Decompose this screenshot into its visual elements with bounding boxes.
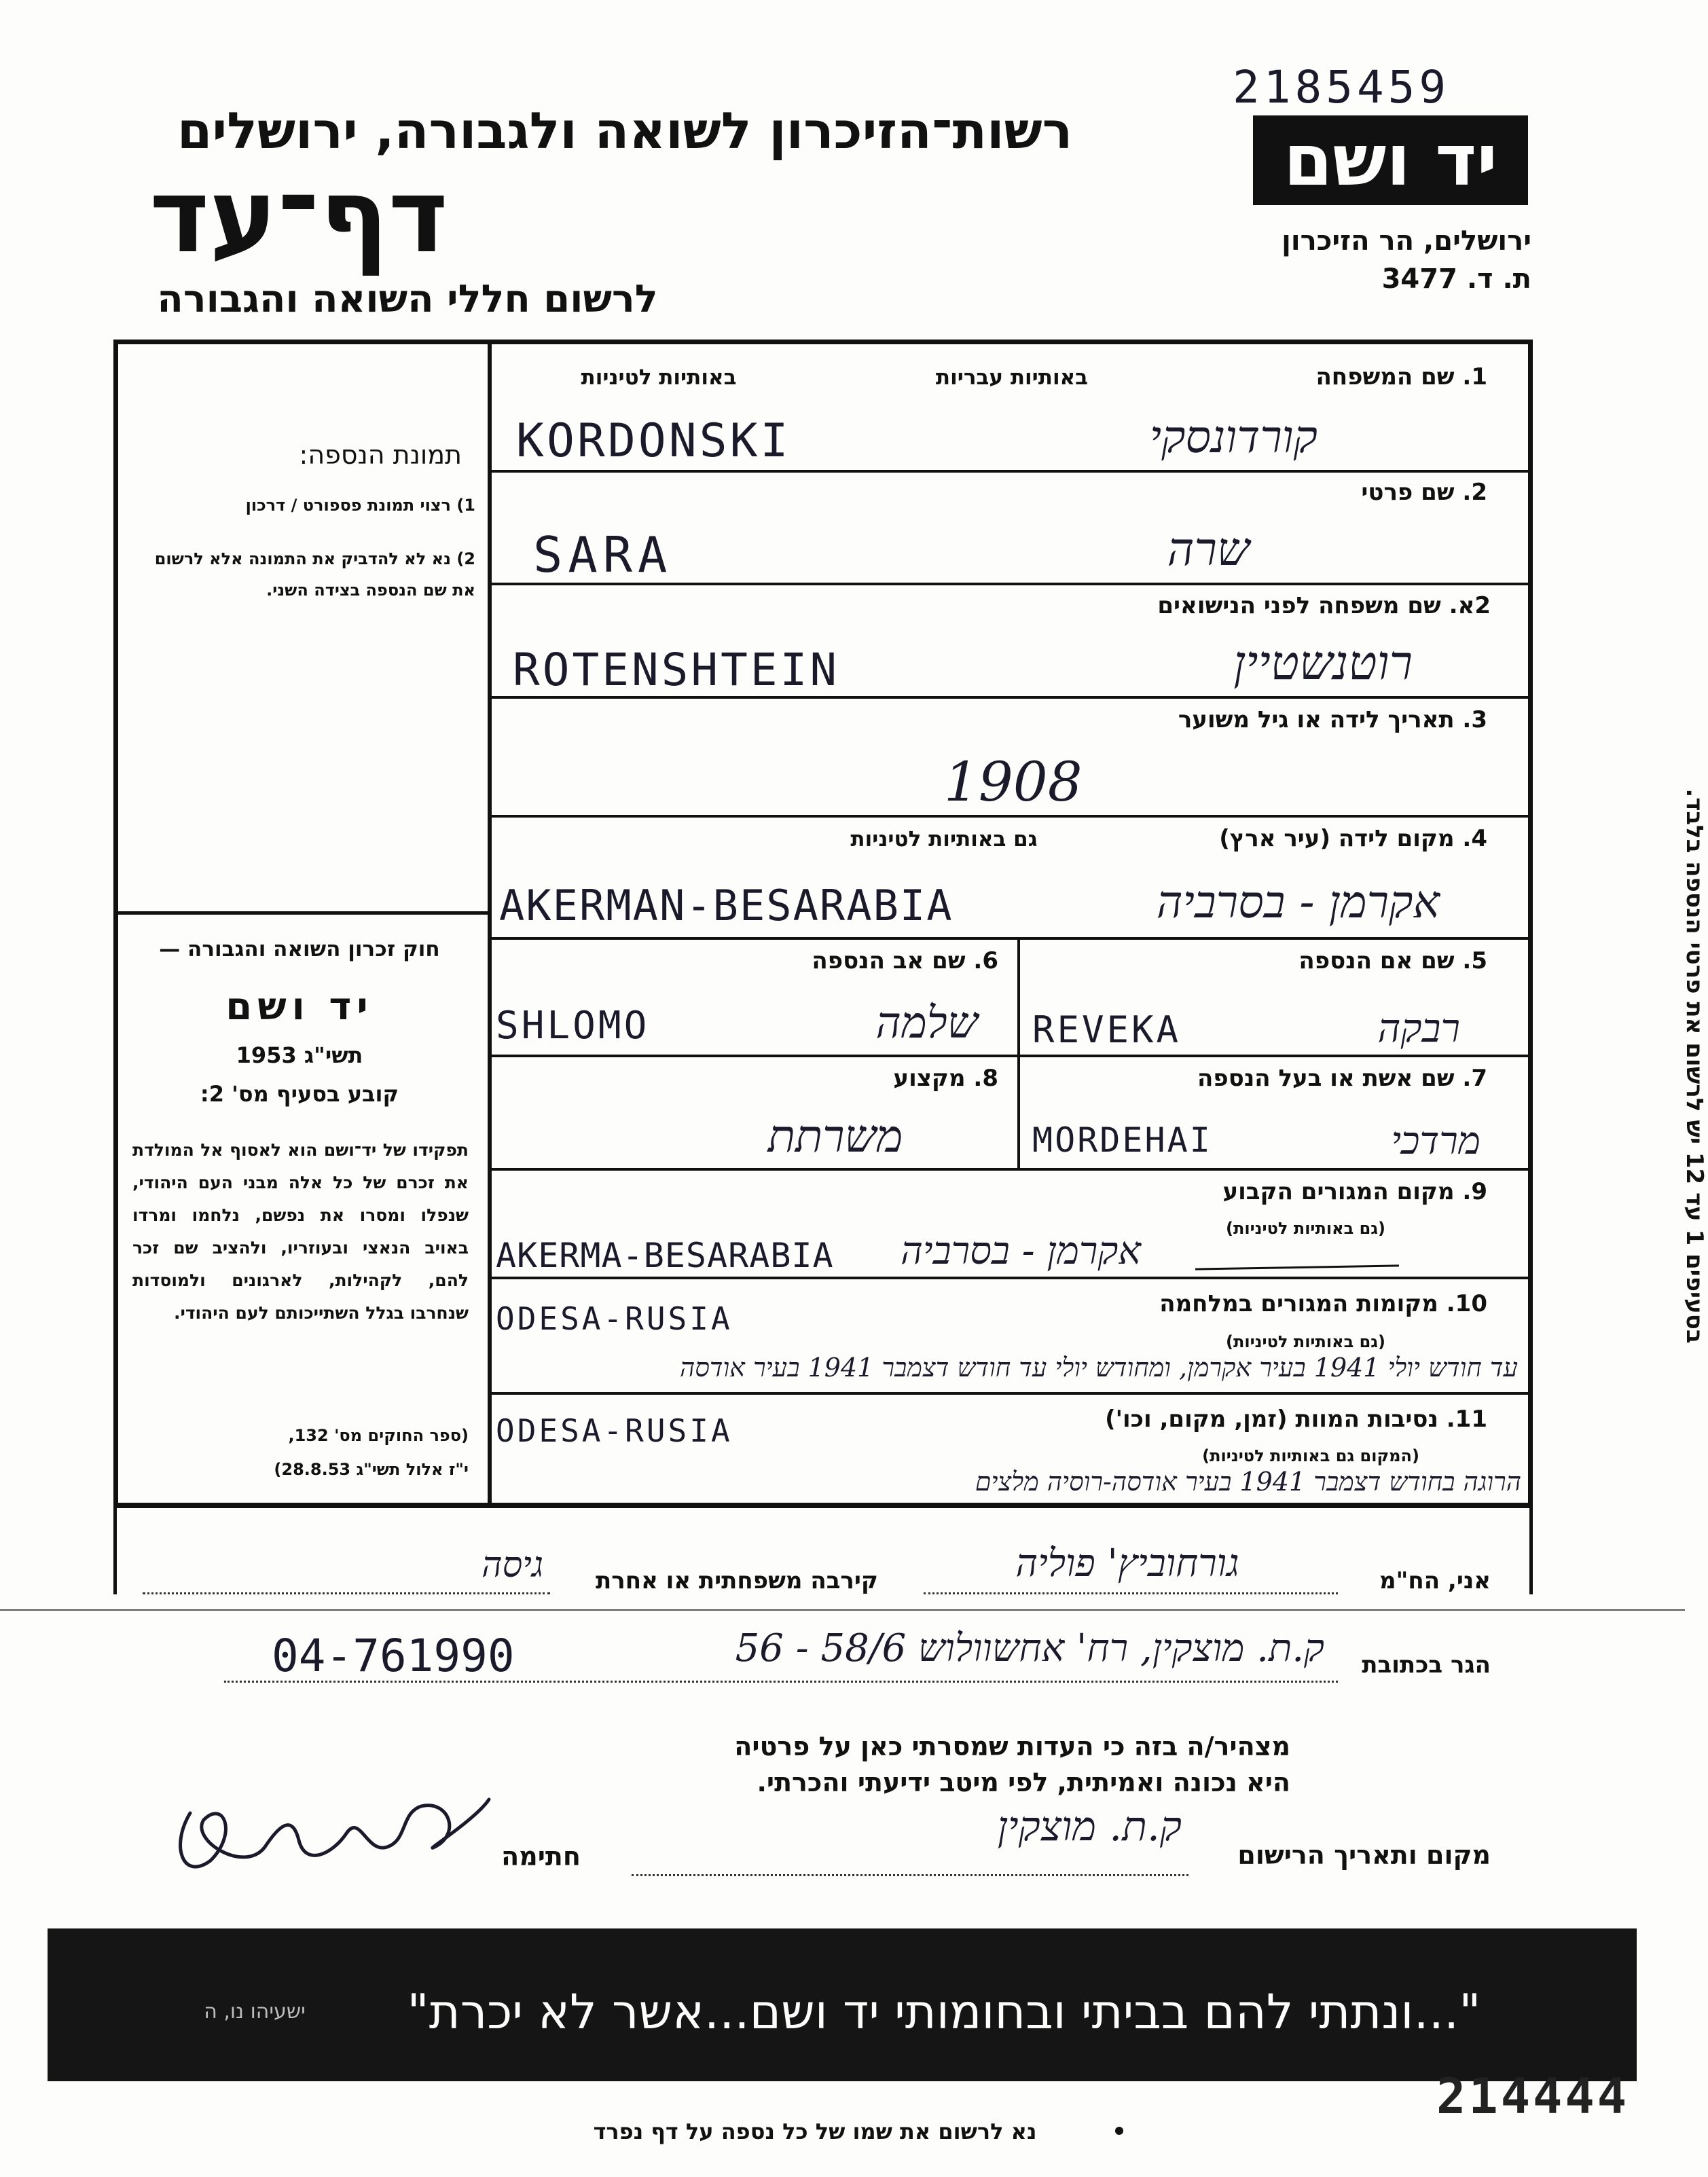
form-number: 2185459 <box>1233 61 1451 113</box>
field-10-label: 10. מקומות המגורים במלחמה <box>1159 1290 1487 1317</box>
field-8-label: 8. מקצוע <box>893 1065 998 1092</box>
place-date-label: מקום ותאריך הרישום <box>1237 1840 1491 1870</box>
field-5-latin-value[interactable]: REVEKA <box>1032 1008 1182 1051</box>
field-11-sublabel: (המקום גם באותיות לטיניות) <box>1202 1446 1419 1465</box>
declaration-line-2: היא נכונה ואמיתית, לפי מיטב ידיעתי והכרתי. <box>757 1768 1290 1797</box>
column-hebrew-header: באותיות עבריות <box>935 365 1089 390</box>
field-2a-latin-value[interactable]: ROTENSHTEIN <box>513 644 840 696</box>
field-7-hebrew-value[interactable]: מרדכי <box>1391 1119 1480 1163</box>
page-fold-line <box>0 1609 1685 1611</box>
place-date-line <box>632 1874 1188 1876</box>
place-date-value[interactable]: ק.ת. מוצקין <box>997 1803 1182 1850</box>
witness-address-line <box>224 1681 1338 1683</box>
photo-note-1: 1) רצוי תמונת פספורט / דרכון <box>245 496 475 515</box>
footer-bullet <box>1115 2127 1123 2135</box>
form-subtitle: לרשום חללי השואה והגבורה <box>157 277 658 321</box>
witness-relation-line <box>143 1592 550 1594</box>
address-line-2: ת. ד. 3477 <box>1381 263 1531 295</box>
field-2-hebrew-value[interactable]: שרה <box>1167 523 1250 577</box>
witness-box-right <box>1529 1506 1533 1594</box>
law-name: יד ושם <box>225 985 374 1029</box>
banner-source: ישעיהו נו, ה <box>204 2000 306 2024</box>
witness-address-value[interactable]: ק.ת. מוצקין, רח' אחשוולוש 58/6 - 56 <box>735 1626 1324 1670</box>
field-9-sublabel: (גם באותיות לטיניות) <box>1226 1219 1385 1238</box>
field-2a-label: 2א. שם משפחה לפני הנישואים <box>1157 592 1491 619</box>
photo-box-title: תמונת הנספה: <box>299 440 462 470</box>
field-10-sublabel: (גם באותיות לטיניות) <box>1226 1332 1385 1351</box>
field-2a-hebrew-value[interactable]: רוטנשטיין <box>1233 635 1413 691</box>
field-4-sublabel: גם באותיות לטיניות <box>850 827 1038 852</box>
witness-phone[interactable]: 04-761990 <box>272 1630 515 1682</box>
field-1-latin-value[interactable]: KORDONSKI <box>516 414 791 468</box>
field-7-latin-value[interactable]: MORDEHAI <box>1032 1120 1212 1160</box>
row-line-1 <box>489 470 1533 473</box>
address-line-1: ירושלים, הר הזיכרון <box>1282 225 1531 257</box>
signature-label: חתימה <box>501 1842 581 1871</box>
field-7-label: 7. שם אשת או בעל הנספה <box>1197 1065 1487 1092</box>
field-10-hebrew-value[interactable]: עד חודש יולי 1941 בעיר אקרמן, ומחודש יולי עד חודש דצמבר 1941 בעיר אודסה <box>679 1353 1518 1383</box>
field-2-latin-value[interactable]: SARA <box>533 526 673 583</box>
fields-bottom-line <box>113 1504 1533 1508</box>
row-line-9 <box>489 1277 1533 1279</box>
field-9-latin-value[interactable]: AKERMA-BESARABIA <box>496 1236 834 1275</box>
witness-relation-value[interactable]: גיסה <box>481 1545 543 1586</box>
field-6-latin-value[interactable]: SHLOMO <box>496 1004 650 1048</box>
field-11-hebrew-value[interactable]: הרוגה בחודש דצמבר 1941 בעיר אודסה-רוסיה מלצים <box>975 1467 1521 1497</box>
witness-i-line <box>924 1592 1338 1594</box>
field-10-latin-value[interactable]: ODESA-RUSIA <box>496 1300 733 1337</box>
row-line-2a <box>489 696 1533 699</box>
signature-mark[interactable] <box>163 1772 516 1895</box>
witness-i-value[interactable]: גורחוביץ' פוליה <box>1015 1541 1239 1586</box>
law-body: תפקידו של יד־ושם הוא לאסוף אל המולדת את זכרם של כל אלה מבני העם היהודי, שנפלו ומסרו את נפשם, נלחמו ומרדו באויב הנאצי ובעוזריו, ולהציב שם זכר להם, לקהילות, לארגונים ולמוסדות שנחרבו בגלל השתייכותם לעם היהודי. <box>132 1140 469 1323</box>
declaration-line-1: מצהיר/ה בזה כי העדות שמסרתי כאן על פרטיה <box>734 1732 1290 1761</box>
field-5-label: 5. שם אם הנספה <box>1298 947 1487 974</box>
form-title: דף־עד <box>149 158 448 276</box>
field-5-hebrew-value[interactable]: רבקה <box>1377 1005 1460 1051</box>
photo-note-2: 2) נא לא להדביק את התמונה אלא לרשום את שם הנספה בצידה השני. <box>154 549 475 600</box>
field-11-label: 11. נסיבות המוות (זמן, מקום, וכו') <box>1105 1406 1487 1433</box>
witness-box-left <box>113 1506 117 1594</box>
law-heading: חוק זכרון השואה והגבורה — <box>159 937 440 962</box>
witness-i-label: אני, הח"מ <box>1379 1567 1491 1594</box>
yad-vashem-logo: יד ושם <box>1253 115 1528 205</box>
law-clause: קובע בסעיף מס' 2: <box>200 1081 399 1107</box>
authority-name: רשות־הזיכרון לשואה ולגבורה, ירושלים <box>177 102 1073 160</box>
field-9-label: 9. מקום המגורים הקבוע <box>1222 1178 1487 1205</box>
field-2-label: 2. שם פרטי <box>1361 479 1487 506</box>
field-1-hebrew-value[interactable]: קורדונסקי <box>1149 411 1318 463</box>
row-line-5 <box>489 1055 1533 1057</box>
field-4-latin-value[interactable]: AKERMAN-BESARABIA <box>499 881 953 930</box>
field-3-label: 3. תאריך לידה או גיל משוער <box>1178 706 1487 733</box>
row-line-3 <box>489 815 1533 818</box>
field-3-value[interactable]: 1908 <box>944 750 1083 813</box>
field-6-hebrew-value[interactable]: שלמה <box>875 998 978 1048</box>
field-9-hebrew-value[interactable]: אקרמן - בסרביה <box>901 1229 1141 1273</box>
left-divider <box>488 340 492 1507</box>
field-4-hebrew-value[interactable]: אקרמן - בסרביה <box>1156 876 1440 928</box>
side-note: בסעיפים 1 עד 12 יש לרשום את פרטי הנספה בלבד. <box>1681 788 1708 1344</box>
field-6-label: 6. שם אב הנספה <box>812 947 998 974</box>
law-source: (ספר החוקים מס' 132, <box>288 1426 469 1445</box>
field-11-latin-value[interactable]: ODESA-RUSIA <box>496 1412 733 1449</box>
col-divider-5-8 <box>1017 938 1020 1169</box>
law-source-date: י"ז אלול תשי"ג 28.8.53) <box>274 1460 469 1479</box>
field-1-label: 1. שם המשפחה <box>1315 363 1487 390</box>
witness-address-label: הגר בכתובת <box>1362 1651 1491 1679</box>
row-line-10 <box>489 1392 1533 1395</box>
field-4-label: 4. מקום לידה (עיר ארץ) <box>1219 825 1487 852</box>
column-latin-header: באותיות לטיניות <box>581 365 737 390</box>
witness-relation-label: קירבה משפחתית או אחרת <box>596 1567 878 1594</box>
footer-note: נא לרשום את שמו של כל נספה על דף נפרד <box>593 2119 1037 2144</box>
field-8-value[interactable]: משרתת <box>767 1110 903 1163</box>
stamp-number: 214444 <box>1436 2068 1630 2125</box>
row-line-4 <box>489 937 1533 940</box>
banner-quote: "...ונתתי להם בביתי ובחומותי יד ושם...אשר לא יכרת" <box>407 1984 1481 2040</box>
law-year: תשי"ג 1953 <box>236 1042 363 1068</box>
row-line-7 <box>489 1168 1533 1171</box>
photo-box-bottom-line <box>113 911 490 915</box>
